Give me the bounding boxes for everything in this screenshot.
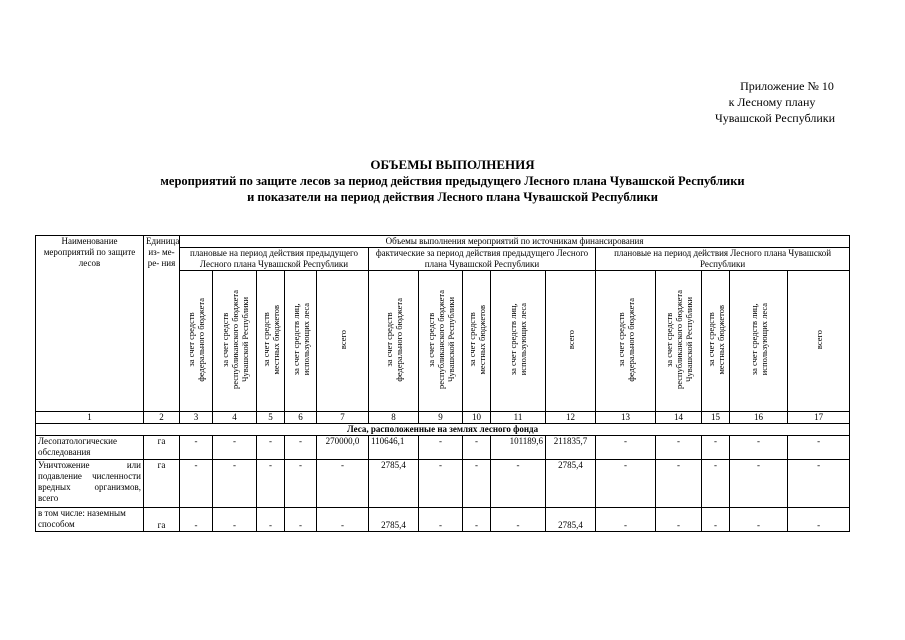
cell: -: [788, 460, 850, 508]
title-line-1: ОБЪЕМЫ ВЫПОЛНЕНИЯ: [370, 157, 535, 172]
cell: -: [463, 460, 491, 508]
measures-table: [35, 235, 850, 532]
cell: -: [257, 460, 285, 508]
cell: -: [596, 508, 656, 532]
sub-header: всего: [546, 271, 596, 412]
cell: -: [491, 508, 546, 532]
row-unit: га: [144, 460, 180, 508]
table-row: [36, 436, 850, 460]
cell: 2785,4: [369, 460, 419, 508]
col-number: 9: [419, 412, 463, 424]
sub-header: за счет средств республиканского бюджета Чувашской Республики: [213, 271, 257, 412]
col-number: 16: [730, 412, 788, 424]
col-number: 13: [596, 412, 656, 424]
cell: -: [419, 436, 463, 460]
table-row: [36, 460, 850, 508]
row-name: Лесопатологические обследования: [36, 436, 144, 460]
header-group-actual-prev: фактические за период действия предыдущего Лесного плана Чувашской Республики: [369, 248, 596, 271]
col-number: 12: [546, 412, 596, 424]
header-volumes: Объемы выполнения мероприятий по источникам финансирования: [180, 236, 850, 248]
col-number: 10: [463, 412, 491, 424]
title-line-3: и показатели на период действия Лесного плана Чувашской Республики: [247, 190, 658, 204]
cell: -: [213, 436, 257, 460]
cell: -: [285, 508, 317, 532]
cell: 110646,1: [369, 436, 419, 460]
sub-header: за счет средств федерального бюджета: [369, 271, 419, 412]
sub-header: за счет средств местных бюджетов: [702, 271, 730, 412]
cell: -: [730, 508, 788, 532]
cell: -: [702, 460, 730, 508]
col-number: 17: [788, 412, 850, 424]
cell: -: [656, 508, 702, 532]
cell: -: [285, 460, 317, 508]
col-number: 4: [213, 412, 257, 424]
col-number: 3: [180, 412, 213, 424]
col-number: 14: [656, 412, 702, 424]
appendix-block: [640, 78, 904, 126]
sub-header: за счет средств лиц, использующих леса: [730, 271, 788, 412]
table-row: [36, 508, 850, 532]
sub-header: за счет средств местных бюджетов: [257, 271, 285, 412]
cell: -: [317, 508, 369, 532]
cell: -: [491, 460, 546, 508]
cell: -: [257, 436, 285, 460]
sub-header: всего: [788, 271, 850, 412]
cell: -: [180, 436, 213, 460]
cell: -: [213, 508, 257, 532]
cell: 2785,4: [546, 508, 596, 532]
cell: 2785,4: [369, 508, 419, 532]
col-number: 5: [257, 412, 285, 424]
cell: -: [788, 436, 850, 460]
cell: -: [702, 508, 730, 532]
appendix-line-2: к Лесному плану: [728, 95, 816, 109]
sub-header: всего: [317, 271, 369, 412]
row-name: в том числе: наземным способом: [36, 508, 144, 532]
col-number: 2: [144, 412, 180, 424]
cell: -: [596, 460, 656, 508]
cell: -: [180, 460, 213, 508]
header-row-1: [36, 236, 850, 248]
sub-header: за счет средств лиц, использующих леса: [285, 271, 317, 412]
section-row: [36, 424, 850, 436]
cell: -: [656, 460, 702, 508]
sub-header: за счет средств федерального бюджета: [596, 271, 656, 412]
col-number: 7: [317, 412, 369, 424]
sub-header: за счет средств республиканского бюджета Чувашской Республики: [656, 271, 702, 412]
header-group-planned-prev: плановые на период действия предыдущего Лесного плана Чувашской Республики: [180, 248, 369, 271]
column-number-row: [36, 412, 850, 424]
sub-header: за счет средств федерального бюджета: [180, 271, 213, 412]
cell: -: [788, 508, 850, 532]
cell: -: [257, 508, 285, 532]
col-number: 11: [491, 412, 546, 424]
row-unit: га: [144, 436, 180, 460]
title-line-2: мероприятий по защите лесов за период действия предыдущего Лесного плана Чувашской Республики: [160, 174, 745, 188]
cell: -: [419, 460, 463, 508]
appendix-line-3: Чувашской Республики: [714, 111, 836, 125]
section-title: Леса, расположенные на землях лесного фонда: [36, 424, 850, 436]
sub-header: за счет средств местных бюджетов: [463, 271, 491, 412]
sub-header: за счет средств республиканского бюджета Чувашской Республики: [419, 271, 463, 412]
cell: -: [317, 460, 369, 508]
appendix-line-1: Приложение № 10: [740, 79, 834, 93]
col-number: 1: [36, 412, 144, 424]
cell: -: [213, 460, 257, 508]
cell: -: [180, 508, 213, 532]
cell: 270000,0: [317, 436, 369, 460]
cell: 101189,6: [491, 436, 546, 460]
col-number: 6: [285, 412, 317, 424]
cell: -: [730, 436, 788, 460]
cell: -: [656, 436, 702, 460]
header-group-planned-new: плановые на период действия Лесного плана Чувашской Республики: [596, 248, 850, 271]
sub-header: за счет средств лиц, использующих леса: [491, 271, 546, 412]
cell: -: [285, 436, 317, 460]
cell: -: [463, 436, 491, 460]
document-title: [0, 157, 905, 205]
col-number: 8: [369, 412, 419, 424]
cell: -: [730, 460, 788, 508]
row-name: Уничтожение или подавление численности вредных организмов, всего: [36, 460, 144, 508]
header-unit: Единица из- ме- ре- ния: [144, 236, 180, 412]
cell: 2785,4: [546, 460, 596, 508]
cell: -: [596, 436, 656, 460]
cell: -: [463, 508, 491, 532]
cell: -: [702, 436, 730, 460]
col-number: 15: [702, 412, 730, 424]
cell: -: [419, 508, 463, 532]
row-unit: га: [144, 508, 180, 532]
header-name: Наименование мероприятий по защите лесов: [36, 236, 144, 412]
cell: 211835,7: [546, 436, 596, 460]
